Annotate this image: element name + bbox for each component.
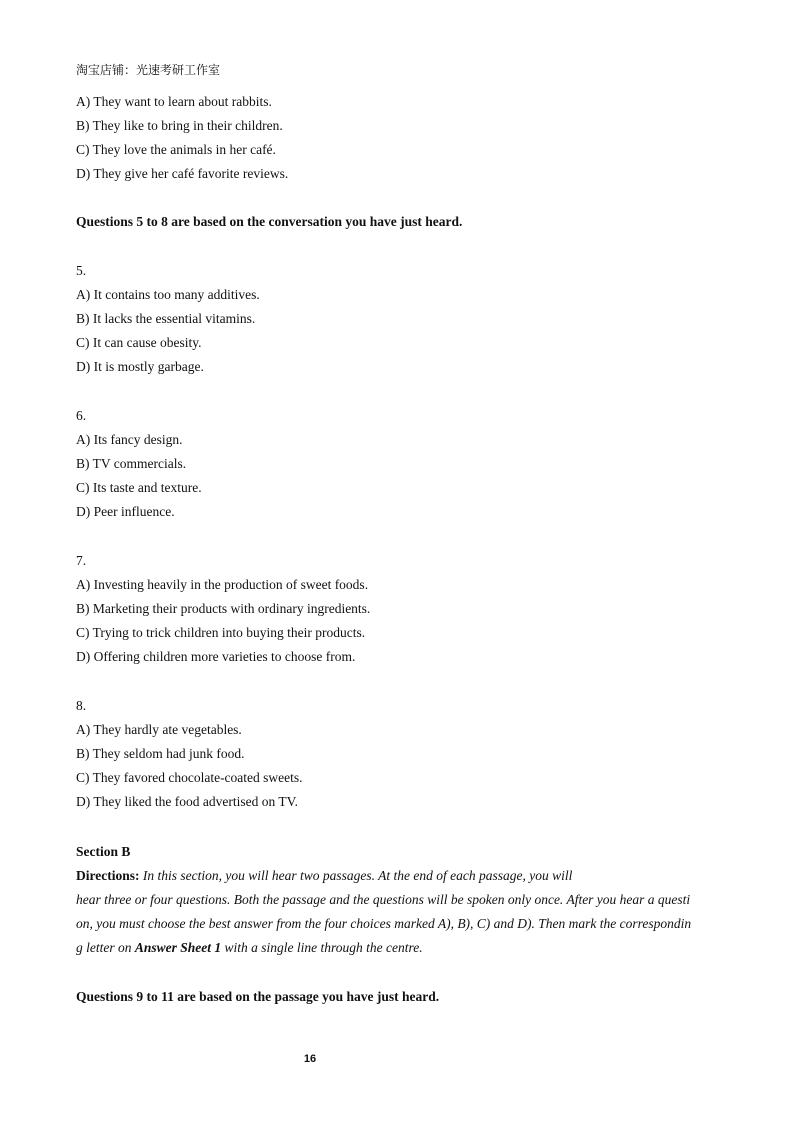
directions-line-4-pre: g letter on bbox=[76, 940, 135, 955]
questions-5-8-heading: Questions 5 to 8 are based on the conversation you have just heard. bbox=[76, 214, 463, 229]
q8-option-b: B) They seldom had junk food. bbox=[76, 746, 245, 761]
page-number: 16 bbox=[303, 1053, 317, 1065]
q4-option-c: C) They love the animals in her café. bbox=[76, 142, 276, 157]
q5-option-c: C) It can cause obesity. bbox=[76, 335, 202, 350]
directions-line-1 bbox=[76, 868, 572, 884]
q6-option-c: C) Its taste and texture. bbox=[76, 480, 202, 495]
q5-option-d: D) It is mostly garbage. bbox=[76, 359, 204, 374]
q7-number: 7. bbox=[76, 553, 87, 568]
q6-option-d: D) Peer influence. bbox=[76, 504, 175, 519]
q7-option-b: B) Marketing their products with ordinary ingredients. bbox=[76, 601, 371, 616]
q4-option-d: D) They give her café favorite reviews. bbox=[76, 166, 289, 181]
questions-9-11-heading: Questions 9 to 11 are based on the passage you have just heard. bbox=[76, 989, 440, 1004]
directions-label: Directions: bbox=[76, 868, 140, 883]
q5-option-b: B) It lacks the essential vitamins. bbox=[76, 311, 256, 326]
page-header: 淘宝店铺：光速考研工作室 bbox=[76, 63, 221, 77]
directions-line-2: hear three or four questions. Both the passage and the questions will be spoken only once. After you hear a questi bbox=[76, 892, 691, 907]
directions-text-1: In this section, you will hear two passages. At the end of each passage, you will bbox=[142, 868, 573, 883]
directions-line-4-post: with a single line through the centre. bbox=[221, 940, 423, 955]
q7-option-d: D) Offering children more varieties to choose from. bbox=[76, 649, 356, 664]
q7-option-a: A) Investing heavily in the production of sweet foods. bbox=[76, 577, 369, 592]
q7-option-c: C) Trying to trick children into buying their products. bbox=[76, 625, 366, 640]
q6-option-b: B) TV commercials. bbox=[76, 456, 187, 471]
q4-option-a: A) They want to learn about rabbits. bbox=[76, 94, 272, 109]
q8-number: 8. bbox=[76, 698, 87, 713]
q6-option-a: A) Its fancy design. bbox=[76, 432, 183, 447]
q5-option-a: A) It contains too many additives. bbox=[76, 287, 260, 302]
q8-option-a: A) They hardly ate vegetables. bbox=[76, 722, 242, 737]
q6-number: 6. bbox=[76, 408, 87, 423]
directions-line-3: on, you must choose the best answer from the four choices marked A), B), C) and D). Then mark the correspondin bbox=[76, 916, 692, 931]
q8-option-d: D) They liked the food advertised on TV. bbox=[76, 794, 298, 809]
q5-number: 5. bbox=[76, 263, 87, 278]
q4-option-b: B) They like to bring in their children. bbox=[76, 118, 283, 133]
section-b-title: Section B bbox=[76, 844, 131, 859]
answer-sheet-label: Answer Sheet 1 bbox=[134, 940, 222, 955]
directions-line-4 bbox=[76, 940, 423, 956]
q8-option-c: C) They favored chocolate-coated sweets. bbox=[76, 770, 303, 785]
